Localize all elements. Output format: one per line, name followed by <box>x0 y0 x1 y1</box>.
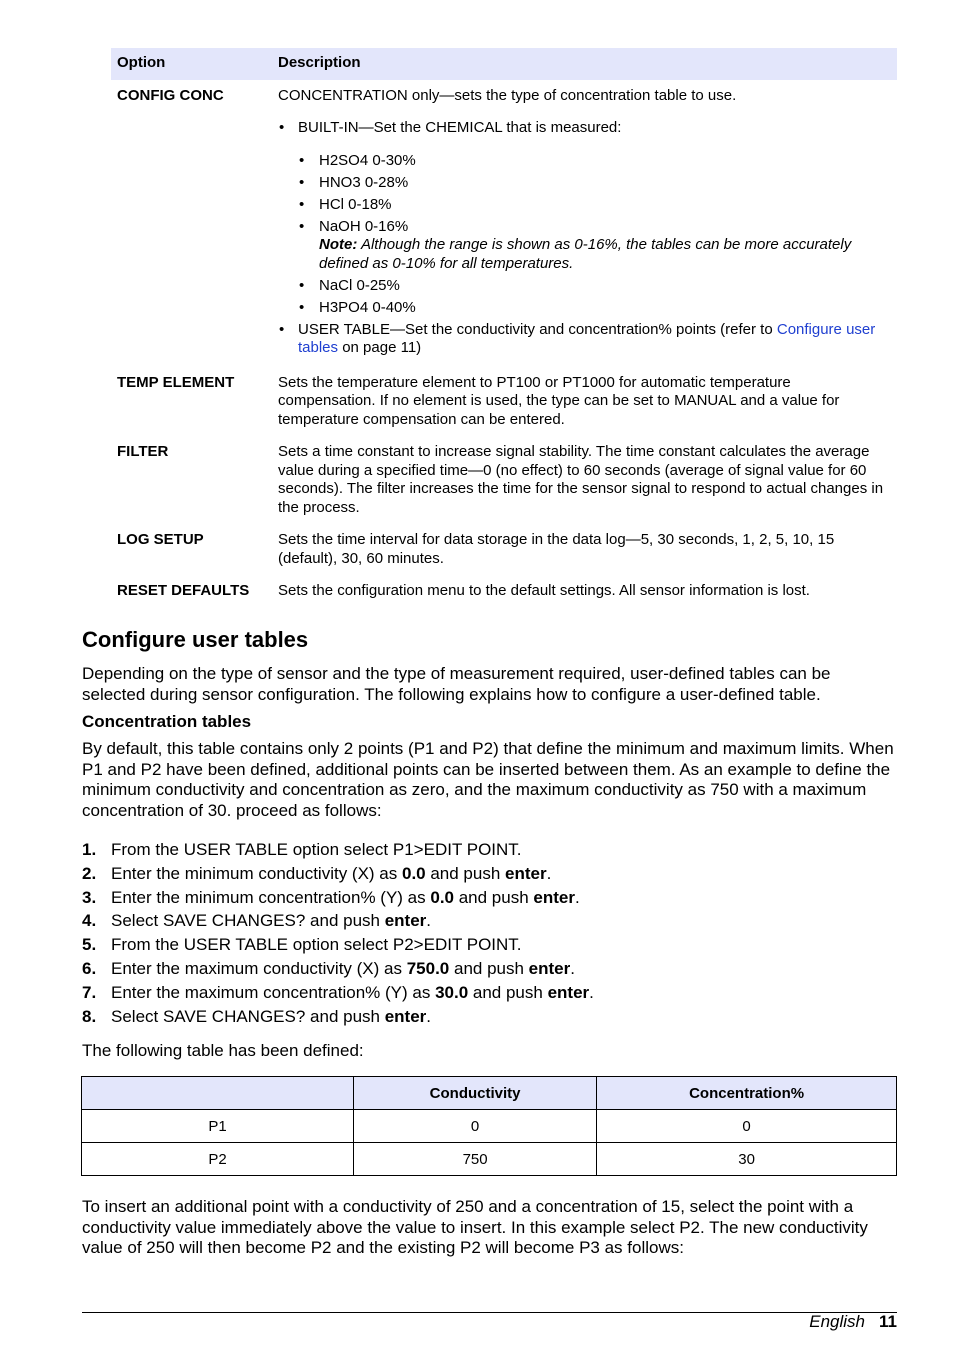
step-number: 8. <box>82 1006 97 1026</box>
option-name: FILTER <box>117 443 169 460</box>
concentration-column-header: Concentration% <box>597 1077 897 1110</box>
option-description: Sets the configuration menu to the default settings. All sensor information is lost. <box>278 582 810 599</box>
options-table-header <box>111 48 897 80</box>
list-item: • NaCl 0-25% <box>298 277 891 296</box>
step-number: 3. <box>82 887 97 907</box>
list-item: • H3PO4 0-40% <box>298 299 891 318</box>
steps-list <box>82 840 897 1027</box>
step-value: enter <box>384 1006 427 1026</box>
table-row <box>82 1143 897 1176</box>
user-table-header <box>82 1077 897 1110</box>
table-row <box>111 80 897 367</box>
table-row <box>111 524 897 575</box>
user-table-page-ref: on page 11) <box>338 339 422 356</box>
conductivity-cell: 0 <box>354 1110 597 1143</box>
table-row <box>111 575 897 608</box>
chemical-list <box>298 152 891 318</box>
step-item: 1. From the USER TABLE option select P1>EDIT POINT. <box>82 840 522 859</box>
step-value: 0.0 <box>401 863 426 883</box>
insert-point-text: To insert an additional point with a conductivity of 250 and a concentration of 15, select the point with a conductivity value immediately above the value to insert. In this example select P2. The new conductivity value of 250 will then become P2 and the existing P2 will become P3 as follows: <box>82 1197 868 1257</box>
option-name: RESET DEFAULTS <box>117 582 250 599</box>
conductivity-cell: 750 <box>354 1143 597 1176</box>
step-item: 8. Select SAVE CHANGES? and push enter. <box>82 1006 432 1026</box>
step-number: 5. <box>82 935 97 955</box>
option-description: Sets the temperature element to PT100 or PT1000 for automatic temperature compensation. If no element is used, the type can be set to MANUAL and a value for temperature compensation can be entered. <box>278 373 840 428</box>
list-item: • HCl 0-18% <box>298 196 891 215</box>
step-value: enter <box>528 958 571 978</box>
builtin-label: BUILT-IN—Set the CHEMICAL that is measured: <box>298 119 622 136</box>
concentration-cell: 0 <box>597 1110 897 1143</box>
step-value: enter <box>384 911 427 931</box>
option-description <box>272 80 897 367</box>
options-table <box>111 48 897 608</box>
table-row <box>82 1110 897 1143</box>
option-intro: CONCENTRATION only—sets the type of concentration table to use. <box>278 86 737 104</box>
table-row <box>111 367 897 437</box>
step-value: 750.0 <box>406 958 450 978</box>
page-footer <box>809 1312 897 1332</box>
point-cell: P2 <box>82 1143 354 1176</box>
step-number: 2. <box>82 863 97 883</box>
user-table <box>81 1076 897 1176</box>
list-item: • H2SO4 0-30% <box>298 152 891 171</box>
step-number: 6. <box>82 958 97 978</box>
point-cell: P1 <box>82 1110 354 1143</box>
table-row <box>111 436 897 524</box>
config-conc-list <box>278 119 891 358</box>
conductivity-column-header: Conductivity <box>354 1077 597 1110</box>
step-value: 30.0 <box>435 982 469 1002</box>
footer-language: English <box>809 1312 866 1331</box>
point-column-header <box>82 1077 354 1110</box>
list-item <box>278 321 891 358</box>
step-item: 2. Enter the minimum conductivity (X) as 0.0 and push enter. <box>82 863 552 883</box>
footer-divider <box>82 1312 897 1313</box>
section-subtitle: Concentration tables <box>82 712 252 731</box>
option-name: CONFIG CONC <box>117 86 224 104</box>
option-description: Sets a time constant to increase signal stability. The time constant calculates the average value during a specified time—0 (no effect) to 60 seconds (average of signal value for 60 seconds). The filter increases the time for the sensor signal to respond to actual changes in the process. <box>278 443 884 516</box>
list-item: • HNO3 0-28% <box>298 174 891 193</box>
option-name: TEMP ELEMENT <box>117 373 235 391</box>
step-number: 7. <box>82 982 97 1002</box>
step-value: enter <box>533 887 575 907</box>
section-title: Configure user tables <box>82 627 309 652</box>
chemical-label: NaOH 0-16% <box>319 217 409 235</box>
step-value: enter <box>505 863 547 883</box>
note-text: Although the range is shown as 0-16%, the tables can be more accurately defined as 0-10% for all temperatures. <box>319 236 852 272</box>
option-column-header: Option <box>111 48 272 80</box>
list-item <box>298 218 891 274</box>
section-body: By default, this table contains only 2 points (P1 and P2) that define the minimum and maximum limits. When P1 and P2 have been defined, additional points can be inserted between them. As an example to define the minimum conductivity and concentration as zero, and the maximum conductivity as 750 with a maximum concentration of 30. proceed as follows: <box>82 739 894 820</box>
note-label: Note: <box>319 236 358 253</box>
description-column-header: Description <box>272 48 897 80</box>
option-description: Sets the time interval for data storage in the data log—5, 30 seconds, 1, 2, 5, 10, 15 (default), 30, 60 minutes. <box>278 531 835 567</box>
user-table-text: USER TABLE—Set the conductivity and concentration% points (refer to <box>298 320 777 338</box>
option-name: LOG SETUP <box>117 531 204 548</box>
note <box>319 236 891 273</box>
list-item <box>278 119 891 317</box>
step-value: 0.0 <box>430 887 454 907</box>
configure-user-tables-section <box>82 626 897 1062</box>
step-item: 5. From the USER TABLE option select P2>EDIT POINT. <box>82 935 522 955</box>
page-number: 11 <box>879 1312 897 1331</box>
configure-user-tables-link[interactable]: Configure user tables <box>298 320 876 356</box>
section-intro: Depending on the type of sensor and the type of measurement required, user-defined tables can be selected during sensor configuration. The following explains how to configure a user-defined table. <box>82 664 831 704</box>
step-number: 4. <box>82 911 97 931</box>
step-item: 4. Select SAVE CHANGES? and push enter. <box>82 911 432 931</box>
step-value: enter <box>547 982 590 1002</box>
step-item: 7. Enter the maximum concentration% (Y) as 30.0 and push enter. <box>82 982 594 1002</box>
step-number: 1. <box>82 840 97 859</box>
concentration-cell: 30 <box>597 1143 897 1176</box>
step-item: 6. Enter the maximum conductivity (X) as 750.0 and push enter. <box>82 958 575 978</box>
step-item: 3. Enter the minimum concentration% (Y) as 0.0 and push enter. <box>82 887 580 907</box>
defined-text: The following table has been defined: <box>82 1041 364 1061</box>
